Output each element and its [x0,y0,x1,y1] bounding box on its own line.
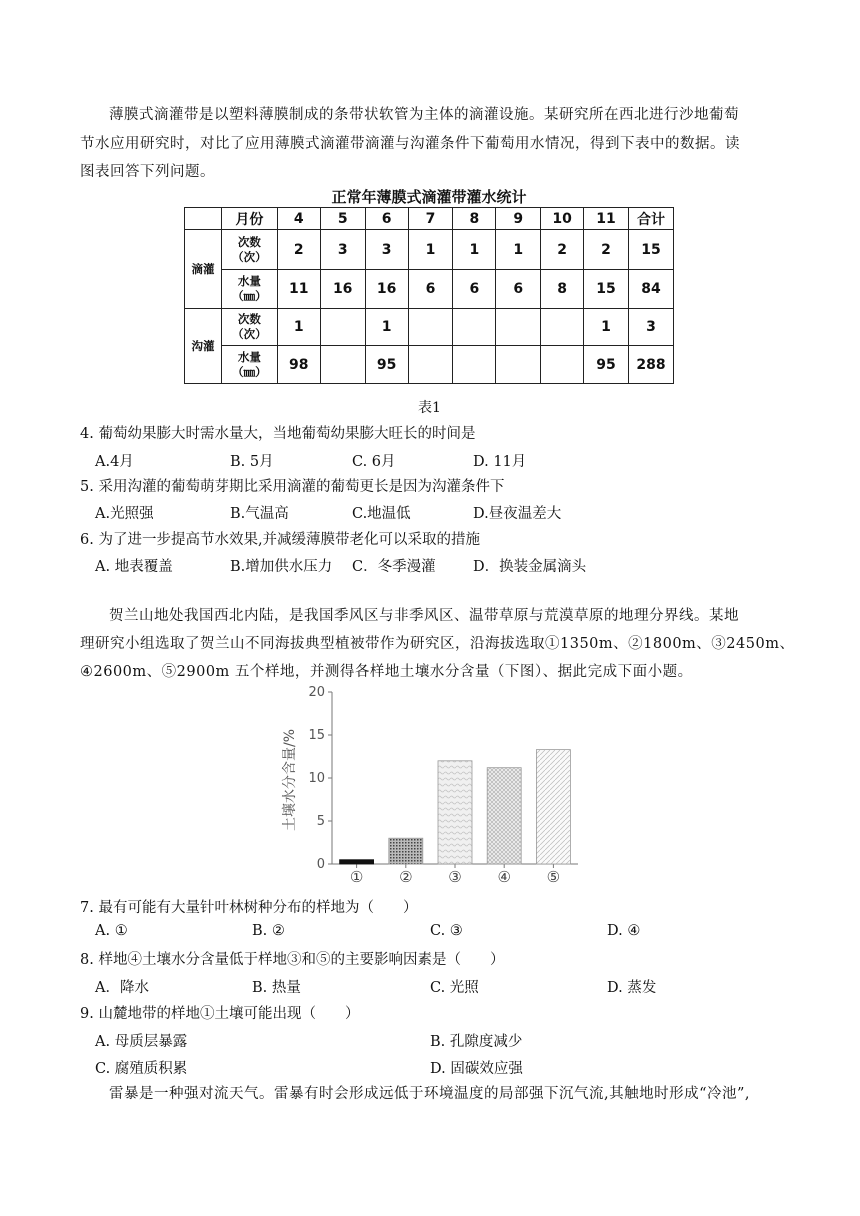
q8-option-d[interactable]: D. 蒸发 [607,980,657,996]
table-row [185,309,674,346]
table-row [185,270,674,309]
bar [340,860,374,864]
table-cell: 84 [628,270,673,309]
bar [438,761,472,864]
q8-option-a[interactable]: A．降水 [95,980,149,996]
table-cell [453,309,496,346]
table-cell: 1 [453,230,496,270]
table-cell [541,346,584,384]
row-label [221,309,277,346]
q6-option-b[interactable]: B.增加供水压力 [230,559,333,575]
table-cell: 3 [365,230,408,270]
q5-option-a[interactable]: A.光照强 [95,506,154,522]
table-cell: 3 [320,230,365,270]
row-label-unit: （㎜） [232,364,267,379]
y-tick-label: 0 [316,857,325,872]
table-cell: 16 [365,270,408,309]
chart-bars [340,750,571,864]
q4-option-d[interactable]: D. 11月 [473,454,527,470]
q7-option-c[interactable]: C. ③ [430,923,463,939]
bar [487,768,521,864]
row-label-unit: （次） [232,327,267,341]
q5-option-d[interactable]: D.昼夜温差大 [473,506,562,522]
table-header-cell: 月份 [221,208,277,230]
y-tick-label: 20 [308,685,325,700]
row-label [221,270,277,309]
q7-option-d[interactable]: D. ④ [607,923,641,939]
table-header-cell: 5 [320,208,365,230]
table-row [185,346,674,384]
intro2-line3: ④2600m、⑤2900m 五个样地，并测得各样地土壤水分含量（下图）、据此完成下面小题。 [80,664,693,680]
table-header-row [185,208,674,230]
table-cell: 1 [408,230,453,270]
table-cell [320,309,365,346]
table-cell: 8 [541,270,584,309]
table-header-cell: 7 [408,208,453,230]
table-header-cell: 9 [496,208,541,230]
table-cell: 98 [277,346,320,384]
row-label-main: 水量 [237,349,261,364]
q6-option-d[interactable]: D．换装金属滴头 [473,559,587,575]
x-tick-label: ④ [497,868,511,886]
q5-option-b[interactable]: B.气温高 [230,506,289,522]
table-cell: 11 [277,270,320,309]
x-tick-label: ② [399,868,413,886]
q9-option-d[interactable]: D. 固碳效应强 [430,1061,523,1077]
irrigation-table [184,207,674,384]
table-cell: 2 [584,230,629,270]
q4-option-a[interactable]: A.4月 [95,454,134,470]
q5-stem: 5. 采用沟灌的葡萄萌芽期比采用滴灌的葡萄更长是因为沟灌条件下 [80,479,505,495]
table-cell: 1 [277,309,320,346]
table-cell: 1 [496,230,541,270]
intro1-line2: 节水应用研究时，对比了应用薄膜式滴灌带滴灌与沟灌条件下葡萄用水情况，得到下表中的数据。读 [80,136,740,152]
q5-option-c[interactable]: C.地温低 [352,506,411,522]
x-tick-label: ⑤ [546,868,561,886]
table-cell [541,309,584,346]
row-label-unit: （次） [232,249,267,264]
table-row [185,230,674,270]
x-tick-label: ③ [448,868,462,886]
table-header-cell: 10 [541,208,584,230]
q6-stem: 6. 为了进一步提高节水效果,并减缓薄膜带老化可以采取的措施 [80,532,481,548]
table-cell [320,346,365,384]
y-tick-label: 10 [308,771,325,786]
soil-moisture-chart [270,680,590,890]
x-tick-label: ① [349,868,364,886]
table-cell: 95 [365,346,408,384]
table-header-cell: 8 [453,208,496,230]
q8-option-c[interactable]: C. 光照 [430,980,479,996]
row-label [221,346,277,384]
table-header-cell: 11 [584,208,629,230]
table-cell: 288 [628,346,673,384]
q8-option-b[interactable]: B. 热量 [252,980,301,996]
table-cell: 3 [628,309,673,346]
intro2-line2: 理研究小组选取了贺兰山不同海拔典型植被带作为研究区，沿海拔选取①1350m、②1800m、③2450m、 [80,636,795,652]
y-tick-label: 15 [308,728,325,743]
table-cell [496,309,541,346]
y-tick-label: 5 [316,814,325,829]
q7-option-a[interactable]: A. ① [95,923,128,939]
table-cell [408,346,453,384]
table-cell: 15 [628,230,673,270]
bar [536,750,570,864]
table-cell: 2 [277,230,320,270]
group-label: 沟灌 [185,309,222,384]
row-label-unit: （㎜） [232,289,267,303]
q7-stem: 7. 最有可能有大量针叶林树种分布的样地为（ ） [80,900,418,916]
q9-option-b[interactable]: B. 孔隙度减少 [430,1034,523,1050]
row-label-main: 次数 [237,234,261,249]
q9-option-a[interactable]: A. 母质层暴露 [95,1034,188,1050]
intro2-line1: 贺兰山地处我国西北内陆，是我国季风区与非季风区、温带草原与荒漠草原的地理分界线。某地 [109,608,739,624]
group-label: 滴灌 [185,230,222,309]
table-cell: 95 [584,346,629,384]
table-cell [453,346,496,384]
q4-option-c[interactable]: C. 6月 [352,454,396,470]
q4-stem: 4. 葡萄幼果膨大时需水量大，当地葡萄幼果膨大旺长的时间是 [80,426,476,442]
bar [389,838,423,864]
intro3-line1: 雷暴是一种强对流天气。雷暴有时会形成远低于环境温度的局部强下沉气流,其触地时形成“冷池”, [109,1086,751,1102]
intro1-line1: 薄膜式滴灌带是以塑料薄膜制成的条带状软管为主体的滴灌设施。某研究所在西北进行沙地葡萄 [109,107,739,123]
row-label-main: 次数 [237,312,261,326]
intro1-line3: 图表回答下列问题。 [80,164,215,180]
table-cell [408,309,453,346]
q7-option-b[interactable]: B. ② [252,923,285,939]
q8-stem: 8. 样地④土壤水分含量低于样地③和⑤的主要影响因素是（ ） [80,952,505,968]
table-title: 正常年薄膜式滴灌带灌水统计 [331,188,527,206]
table-cell: 1 [584,309,629,346]
table-cell: 2 [541,230,584,270]
table-header-cell: 4 [277,208,320,230]
table-cell [496,346,541,384]
table-cell: 1 [365,309,408,346]
q6-option-a[interactable]: A. 地表覆盖 [95,559,173,575]
q6-option-c[interactable]: C．冬季漫灌 [352,559,436,575]
table-caption: 表1 [418,400,441,416]
table-corner-cell [185,208,222,230]
table-cell: 6 [408,270,453,309]
table-header-cell: 6 [365,208,408,230]
chart-ylabel: 土壤水分含量/% [282,728,298,832]
row-label [221,230,277,270]
table-cell: 16 [320,270,365,309]
table-cell: 15 [584,270,629,309]
table-header-cell: 合计 [628,208,673,230]
table-cell: 6 [496,270,541,309]
q9-option-c[interactable]: C. 腐殖质积累 [95,1061,188,1077]
row-label-main: 水量 [237,274,261,288]
table-cell: 6 [453,270,496,309]
q9-stem: 9. 山麓地带的样地①土壤可能出现（ ） [80,1006,360,1022]
q4-option-b[interactable]: B. 5月 [230,454,274,470]
